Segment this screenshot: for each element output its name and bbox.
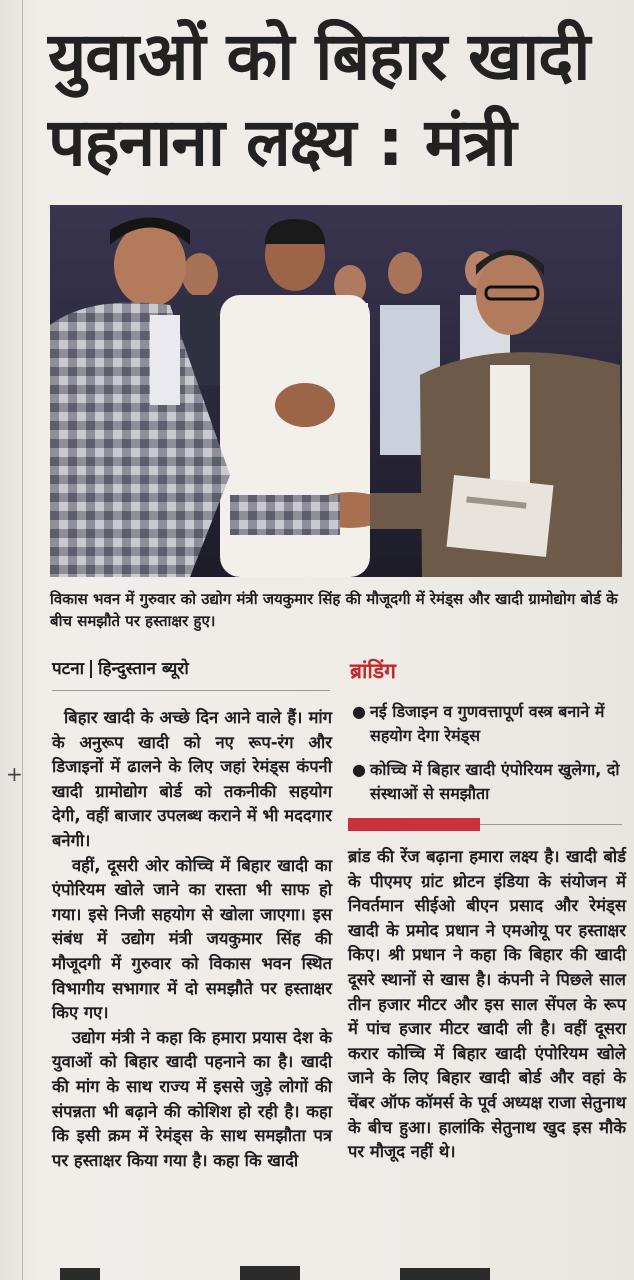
branding-title: ब्रांडिंग <box>350 659 396 683</box>
bottom-edge-shapes <box>0 1262 634 1280</box>
article-paragraph: बिहार खादी के अच्छे दिन आने वाले हैं। मांग के अनुरूप खादी को नए रूप-रंग और डिजाइनों में ढालने के लिए जहां रेमंड्स कंपनी खादी ग्रामोद्योग बोर्ड को तकनीकी सहयोग देगी, वहीं बाजार उपलब्ध कराने में भी मददगार बनेगी। <box>52 708 332 850</box>
headline <box>48 14 608 186</box>
branding-point-text: नई डिजाइन व गुणवत्तापूर्ण वस्त्र बनाने में सहयोग देगा रेमंड्स <box>370 702 605 745</box>
branding-red-bar <box>348 818 480 831</box>
bullet-icon: ● <box>352 760 366 779</box>
column-rule <box>22 0 23 1280</box>
dateline <box>52 656 189 679</box>
photo-caption: विकास भवन में गुरुवार को उद्योग मंत्री जयकुमार सिंह की मौजूदगी में रेमंड्स और खादी ग्रामोद्योग बोर्ड के बीच समझौते पर हस्ताक्षर हुए। <box>50 590 618 630</box>
headline-line-2: पहनाना लक्ष्य : मंत्री <box>48 104 516 181</box>
headline-line-1: युवाओं को बिहार खादी <box>48 18 590 95</box>
branding-point <box>350 700 622 748</box>
article-paragraph: उद्योग मंत्री ने कहा कि हमारा प्रयास देश के युवाओं को बिहार खादी पहनाने का है। खादी की मांग के साथ राज्य में इससे जुड़े लोगों की संपन्नता भी बढ़ाने की कोशिश हो रही है। कहा कि इसी क्रम में रेमंड्स के साथ समझौता पत्र पर हस्ताक्षर किया गया है। कहा कि खादी <box>52 1027 332 1170</box>
branding-point-text: कोच्चि में बिहार खादी एंपोरियम खुलेगा, दो संस्थाओं से समझौता <box>370 760 620 803</box>
article-paragraph: वहीं, दूसरी ओर कोच्चि में बिहार खादी का एंपोरियम खोले जाने का रास्ता भी साफ हो गया। इसे निजी सहयोग से खोला जाएगा। इस संबंध में उद्योग मंत्री जयकुमार सिंह की मौजूदगी में गुरुवार को विकास भवन स्थित विभागीय सभागार में दो समझौते पर हस्ताक्षर किए गए। <box>52 855 332 1023</box>
bottom-edge <box>0 1262 634 1280</box>
branding-rule <box>480 824 622 825</box>
news-photo <box>50 205 622 577</box>
article-paragraph: ब्रांड की रेंज बढ़ाना हमारा लक्ष्य है। खादी बोर्ड के पीएमए ग्रांट थ्रोटन इंडिया के संयोजन में निवर्तमान सीईओ बीएन प्रसाद और रेमंड्स खादी के प्रमोद प्रधान ने एमओयू पर हस्ताक्षर किए। श्री प्रधान ने कहा कि बिहार की खादी दूसरे स्थानों से खास है। कंपनी ने पिछले साल तीन हजार मीटर और इस साल सेंपल के रूप में पांच हजार मीटर खादी ली है। वहीं दूसरा करार कोच्चि में बिहार खादी एंपोरियम खोले जाने के लिए बिहार खादी बोर्ड और वहां के चेंबर ऑफ कॉमर्स के पूर्व अध्यक्ष राजा सेतुनाथ के बीच हुआ। हालांकि सेतुनाथ खुद इस मौके पर मौजूद नहीं थे। <box>348 847 626 1162</box>
dateline-place: पटना <box>52 659 85 679</box>
dateline-separator <box>90 660 92 678</box>
article-column-right <box>348 845 626 1165</box>
article-column-left <box>52 706 332 1173</box>
branding-point <box>350 758 622 806</box>
dateline-rule <box>52 690 330 691</box>
dateline-bureau: हिन्दुस्तान ब्यूरो <box>98 659 189 679</box>
bullet-icon: ● <box>352 702 366 721</box>
crop-mark-icon: + <box>6 762 23 786</box>
branding-points <box>350 700 622 816</box>
handshake-photo-illustration <box>50 205 622 577</box>
